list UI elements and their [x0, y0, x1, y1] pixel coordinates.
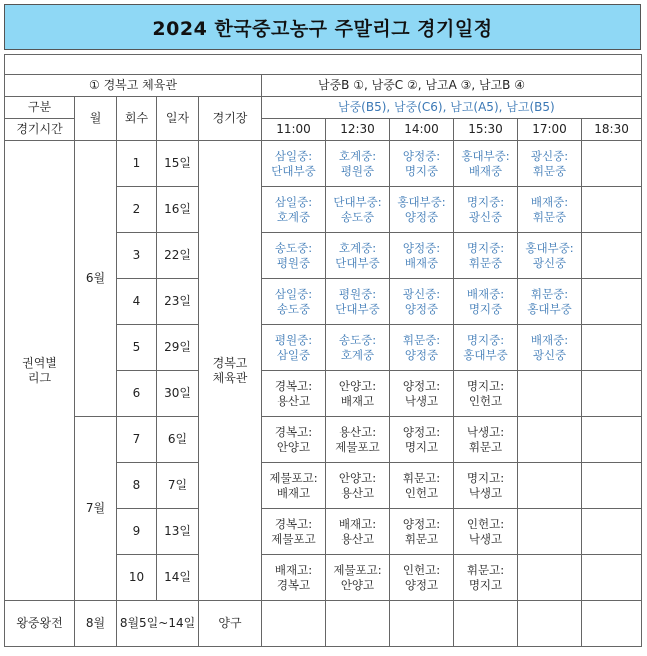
home-team: 명지중: [466, 194, 505, 209]
game-cell [518, 279, 582, 325]
game-cell [262, 279, 326, 325]
away-team: 호계중 [340, 347, 375, 362]
home-team: 인헌고: [402, 562, 441, 577]
empty-slot [582, 417, 642, 463]
round-number: 1 [117, 141, 157, 187]
away-team: 낙생고 [468, 531, 503, 546]
empty-slot [326, 601, 390, 647]
round-date: 30일 [157, 371, 199, 417]
home-team: 인헌고: [466, 516, 505, 531]
home-team: 경복고: [274, 424, 313, 439]
spacer-row [5, 55, 642, 75]
away-team: 삼일중 [276, 347, 311, 362]
page-title: 2024 한국중고농구 주말리그 경기일정 [4, 4, 641, 50]
game-cell [262, 141, 326, 187]
game-cell [454, 279, 518, 325]
home-team: 배재중: [530, 332, 569, 347]
away-team: 홍대부중 [527, 301, 572, 316]
game-cell [390, 555, 454, 601]
final-month: 8월 [75, 601, 117, 647]
home-team: 명지고: [466, 378, 505, 393]
group-codes: 남중(B5), 남중(C6), 남고(A5), 남고(B5) [262, 97, 642, 119]
home-team: 양정중: [402, 240, 441, 255]
away-team: 안양고 [276, 439, 311, 454]
game-cell [390, 187, 454, 233]
game-cell [262, 371, 326, 417]
away-team: 휘문중 [532, 209, 567, 224]
month-cell: 7월 [75, 417, 117, 601]
spacer-cell [5, 55, 642, 75]
game-cell [518, 325, 582, 371]
round-date: 23일 [157, 279, 199, 325]
round-number: 10 [117, 555, 157, 601]
venue-header: ① 경복고 체육관 [5, 75, 262, 97]
away-team: 양정고 [404, 577, 439, 592]
game-cell [454, 417, 518, 463]
home-team: 양정고: [402, 378, 441, 393]
empty-slot [582, 141, 642, 187]
home-team: 안양고: [338, 378, 377, 393]
game-cell [390, 325, 454, 371]
time-header: 12:30 [326, 119, 390, 141]
away-team: 광신중 [532, 347, 567, 362]
away-team: 휘문고 [468, 439, 503, 454]
away-team: 배재중 [468, 163, 503, 178]
game-cell [326, 371, 390, 417]
game-cell [390, 509, 454, 555]
time-header: 17:00 [518, 119, 582, 141]
home-team: 휘문고: [466, 562, 505, 577]
home-team: 삼일중: [274, 148, 313, 163]
empty-slot [582, 187, 642, 233]
round-number: 8 [117, 463, 157, 509]
empty-slot [454, 601, 518, 647]
game-cell [454, 463, 518, 509]
game-cell [262, 463, 326, 509]
away-team: 홍대부중 [463, 347, 508, 362]
empty-slot [390, 601, 454, 647]
game-cell [326, 555, 390, 601]
game-cell [390, 463, 454, 509]
away-team: 인헌고 [404, 485, 439, 500]
away-team: 명지고 [404, 439, 439, 454]
round-date: 6일 [157, 417, 199, 463]
month-cell: 6월 [75, 141, 117, 417]
league-label: 권역별 리그 [5, 141, 75, 601]
game-cell [326, 141, 390, 187]
empty-slot [582, 463, 642, 509]
home-team: 단대부중: [333, 194, 382, 209]
empty-slot [582, 371, 642, 417]
round-number: 2 [117, 187, 157, 233]
away-team: 양정중 [404, 209, 439, 224]
home-team: 경복고: [274, 516, 313, 531]
category-header: 구분 [5, 97, 75, 119]
away-team: 양정중 [404, 347, 439, 362]
away-team: 경복고 [276, 577, 311, 592]
empty-slot [582, 601, 642, 647]
away-team: 평원중 [340, 163, 375, 178]
home-team: 양정고: [402, 424, 441, 439]
round-header: 회수 [117, 97, 157, 141]
away-team: 단대부중 [271, 163, 316, 178]
home-team: 홍대부중: [525, 240, 574, 255]
game-cell [454, 509, 518, 555]
empty-slot [518, 509, 582, 555]
home-team: 양정중: [402, 148, 441, 163]
away-team: 배재고 [340, 393, 375, 408]
empty-slot [582, 325, 642, 371]
game-cell [326, 325, 390, 371]
game-cell [390, 279, 454, 325]
game-cell [454, 325, 518, 371]
home-team: 휘문중: [402, 332, 441, 347]
home-team: 경복고: [274, 378, 313, 393]
empty-slot [518, 463, 582, 509]
venue-row [5, 75, 642, 97]
away-team: 평원중 [276, 255, 311, 270]
away-team: 배재중 [404, 255, 439, 270]
away-team: 낙생고 [404, 393, 439, 408]
home-team: 호계중: [338, 240, 377, 255]
away-team: 낙생고 [468, 485, 503, 500]
game-cell [518, 233, 582, 279]
time-header: 15:30 [454, 119, 518, 141]
game-cell [326, 417, 390, 463]
home-team: 명지중: [466, 332, 505, 347]
away-team: 용산고 [340, 485, 375, 500]
game-cell [262, 509, 326, 555]
away-team: 양정중 [404, 301, 439, 316]
time-header: 14:00 [390, 119, 454, 141]
game-cell [262, 233, 326, 279]
away-team: 제물포고 [271, 531, 316, 546]
home-team: 호계중: [338, 148, 377, 163]
final-label: 왕중왕전 [5, 601, 75, 647]
home-team: 명지고: [466, 470, 505, 485]
home-team: 제물포고: [269, 470, 318, 485]
away-team: 명지고 [468, 577, 503, 592]
final-row [5, 601, 642, 647]
schedule-table [4, 54, 642, 647]
away-team: 단대부중 [335, 255, 380, 270]
empty-slot [582, 509, 642, 555]
round-number: 9 [117, 509, 157, 555]
round-number: 7 [117, 417, 157, 463]
round-date: 14일 [157, 555, 199, 601]
divisions-header: 남중B ①, 남중C ②, 남고A ③, 남고B ④ [262, 75, 642, 97]
away-team: 단대부중 [335, 301, 380, 316]
away-team: 광신중 [532, 255, 567, 270]
round-date: 15일 [157, 141, 199, 187]
home-team: 광신중: [402, 286, 441, 301]
home-team: 양정고: [402, 516, 441, 531]
empty-slot [582, 233, 642, 279]
venue-name: 경복고 체육관 [199, 141, 262, 601]
away-team: 광신중 [468, 209, 503, 224]
game-cell [326, 233, 390, 279]
home-team: 휘문고: [402, 470, 441, 485]
away-team: 명지중 [404, 163, 439, 178]
home-team: 삼일중: [274, 286, 313, 301]
empty-slot [518, 417, 582, 463]
empty-slot [582, 279, 642, 325]
away-team: 용산고 [340, 531, 375, 546]
header-row-1 [5, 97, 642, 119]
time-header: 18:30 [582, 119, 642, 141]
round-number: 4 [117, 279, 157, 325]
empty-slot [518, 555, 582, 601]
round-row [5, 417, 642, 463]
final-venue: 양구 [199, 601, 262, 647]
round-date: 29일 [157, 325, 199, 371]
home-team: 송도중: [274, 240, 313, 255]
round-number: 3 [117, 233, 157, 279]
home-team: 용산고: [338, 424, 377, 439]
game-cell [518, 187, 582, 233]
away-team: 명지중 [468, 301, 503, 316]
away-team: 호계중 [276, 209, 311, 224]
game-cell [262, 555, 326, 601]
time-header: 11:00 [262, 119, 326, 141]
away-team: 휘문중 [468, 255, 503, 270]
home-team: 휘문중: [530, 286, 569, 301]
away-team: 송도중 [340, 209, 375, 224]
game-cell [518, 141, 582, 187]
final-dates: 8월5일~14일 [117, 601, 199, 647]
home-team: 평원중: [274, 332, 313, 347]
home-team: 배재중: [530, 194, 569, 209]
empty-slot [262, 601, 326, 647]
away-team: 휘문중 [532, 163, 567, 178]
round-number: 5 [117, 325, 157, 371]
home-team: 평원중: [338, 286, 377, 301]
date-header: 일자 [157, 97, 199, 141]
round-date: 16일 [157, 187, 199, 233]
away-team: 배재고 [276, 485, 311, 500]
away-team: 안양고 [340, 577, 375, 592]
round-row [5, 141, 642, 187]
home-team: 낙생고: [466, 424, 505, 439]
home-team: 광신중: [530, 148, 569, 163]
home-team: 배재중: [466, 286, 505, 301]
home-team: 홍대부중: [397, 194, 446, 209]
round-date: 13일 [157, 509, 199, 555]
round-date: 22일 [157, 233, 199, 279]
empty-slot [518, 371, 582, 417]
game-cell [326, 187, 390, 233]
empty-slot [582, 555, 642, 601]
away-team: 용산고 [276, 393, 311, 408]
home-team: 송도중: [338, 332, 377, 347]
home-team: 제물포고: [333, 562, 382, 577]
game-cell [390, 233, 454, 279]
away-team: 송도중 [276, 301, 311, 316]
game-cell [454, 371, 518, 417]
game-cell [326, 463, 390, 509]
home-team: 배재고: [274, 562, 313, 577]
game-cell [326, 279, 390, 325]
game-cell [262, 417, 326, 463]
home-team: 홍대부중: [461, 148, 510, 163]
empty-slot [518, 601, 582, 647]
home-team: 삼일중: [274, 194, 313, 209]
home-team: 명지중: [466, 240, 505, 255]
game-cell [262, 187, 326, 233]
home-team: 안양고: [338, 470, 377, 485]
home-team: 배재고: [338, 516, 377, 531]
game-cell [390, 371, 454, 417]
game-cell [454, 187, 518, 233]
game-cell [390, 417, 454, 463]
round-number: 6 [117, 371, 157, 417]
game-cell [262, 325, 326, 371]
month-header: 월 [75, 97, 117, 141]
game-time-header: 경기시간 [5, 119, 75, 141]
game-cell [390, 141, 454, 187]
venue-col-header: 경기장 [199, 97, 262, 141]
game-cell [454, 141, 518, 187]
round-date: 7일 [157, 463, 199, 509]
away-team: 휘문고 [404, 531, 439, 546]
away-team: 인헌고 [468, 393, 503, 408]
away-team: 제물포고 [335, 439, 380, 454]
game-cell [454, 555, 518, 601]
game-cell [326, 509, 390, 555]
game-cell [454, 233, 518, 279]
